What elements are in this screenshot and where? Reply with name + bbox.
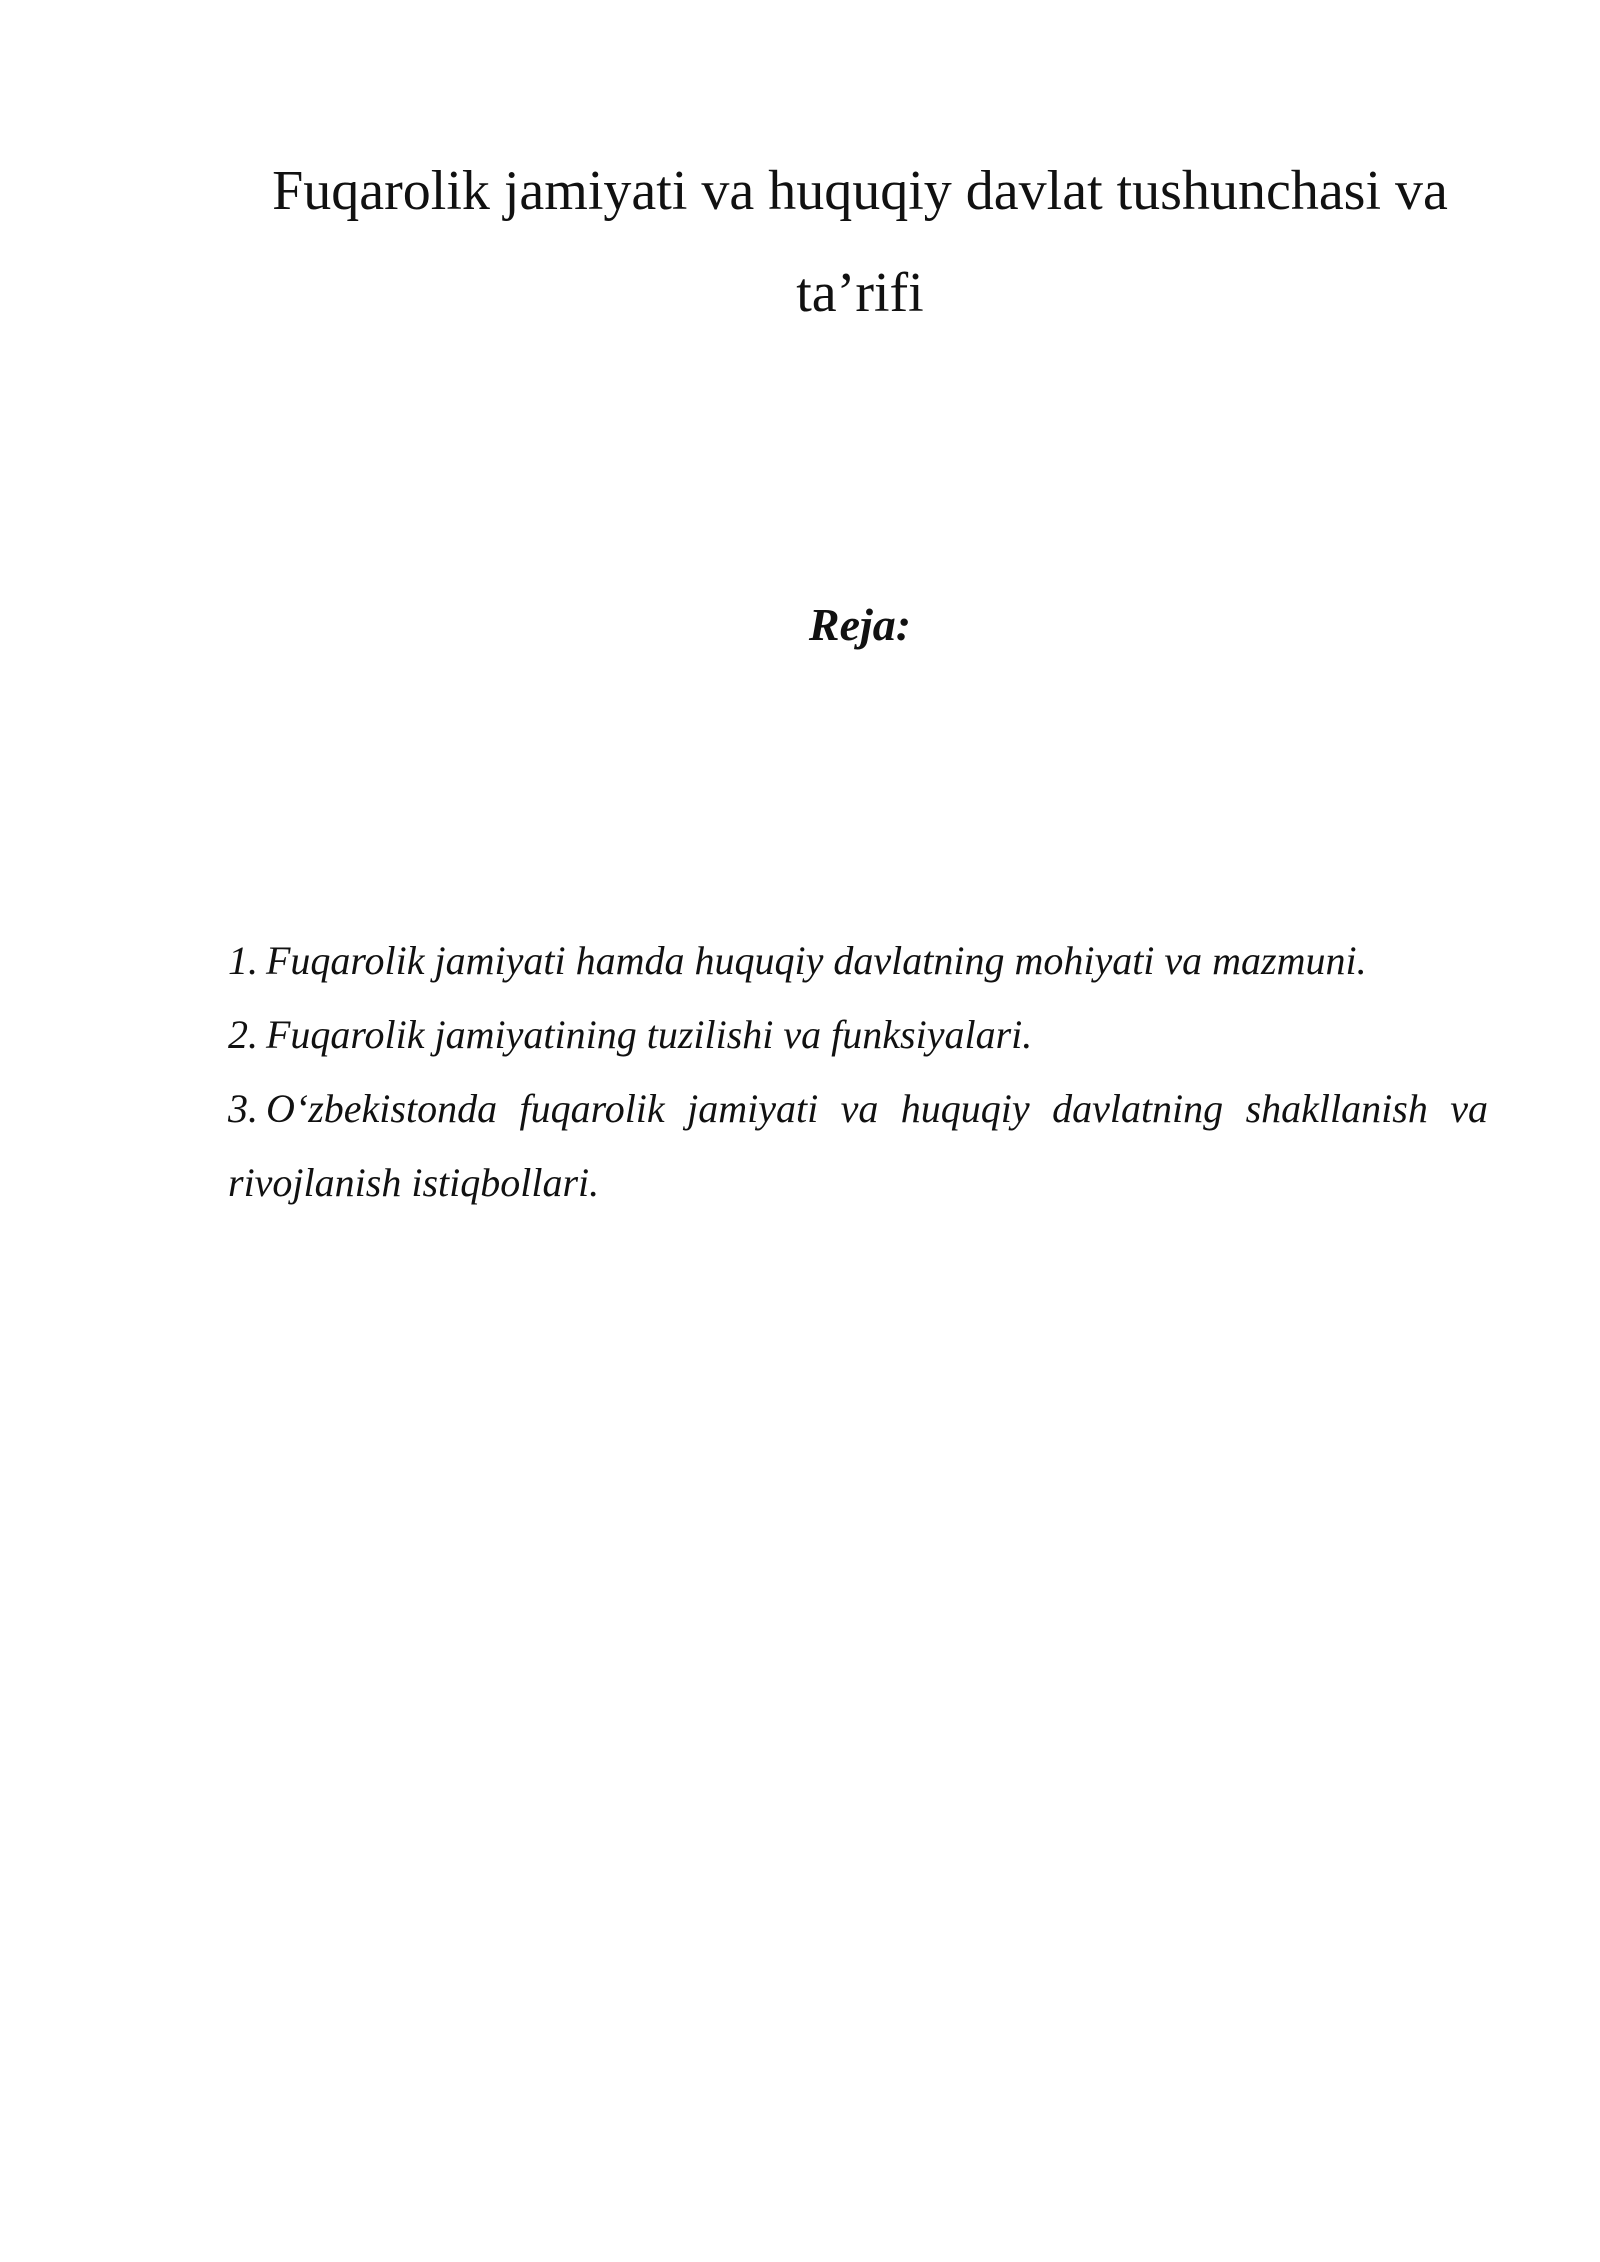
plan-item-number: 3.	[228, 1086, 258, 1131]
plan-item-3	[228, 1072, 1488, 1220]
plan-item-1	[228, 924, 1488, 998]
plan-heading: Reja:	[808, 599, 912, 650]
plan-item-number: 1.	[228, 938, 258, 983]
plan-item-number: 2.	[228, 1012, 258, 1057]
document-title-line-1: Fuqarolik jamiyati va huquqiy davlat tushunchasi va	[272, 160, 1448, 222]
plan-item-text: Fuqarolik jamiyatining tuzilishi va funksiyalari.	[266, 1012, 1033, 1057]
plan-item-2	[228, 998, 1488, 1072]
document-title-line-2: ta’rifi	[796, 262, 924, 324]
plan-item-text: O‘zbekistonda fuqarolik jamiyati va huquqiy davlatning shakllanish va rivojlanish istiqbollari.	[228, 1086, 1488, 1205]
plan-item-text: Fuqarolik jamiyati hamda huquqiy davlatning mohiyati va mazmuni.	[266, 938, 1367, 983]
document-title	[220, 140, 1500, 344]
plan-list	[228, 924, 1488, 1220]
